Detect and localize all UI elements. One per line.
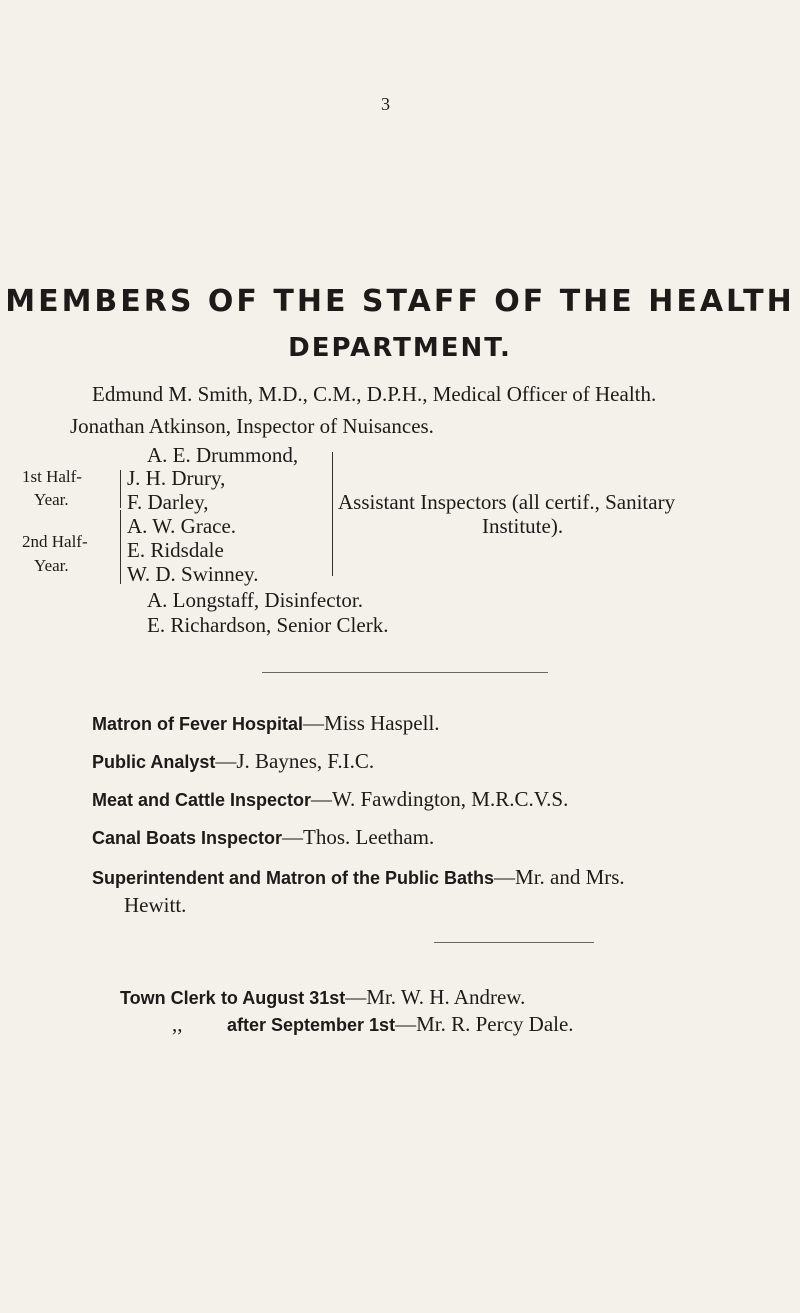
officer-line bbox=[92, 749, 374, 774]
town-clerk-name: —Mr. R. Percy Dale. bbox=[395, 1012, 574, 1036]
disinfector-line: A. Longstaff, Disinfector. bbox=[147, 588, 363, 612]
second-half-brace bbox=[120, 510, 121, 584]
assistant-name: J. H. Drury, bbox=[127, 466, 226, 490]
town-clerk-period: after September 1st bbox=[227, 1015, 396, 1035]
section-divider bbox=[434, 942, 594, 943]
assistant-name: W. D. Swinney. bbox=[127, 562, 259, 586]
assistant-note: Assistant Inspectors (all certif., Sanitary bbox=[338, 490, 676, 514]
assistant-note-cont: Institute). bbox=[482, 514, 564, 538]
inspector-line: Jonathan Atkinson, Inspector of Nuisances. bbox=[70, 414, 434, 438]
officer-line bbox=[92, 825, 434, 850]
second-half-label: 2nd Half- bbox=[22, 532, 88, 551]
town-clerk-line bbox=[172, 1012, 574, 1037]
assistant-name: F. Darley, bbox=[127, 490, 209, 514]
assistants-brace bbox=[332, 452, 333, 576]
officer-line bbox=[92, 711, 440, 736]
officer-role: Public Analyst bbox=[92, 752, 216, 772]
section-divider bbox=[262, 672, 548, 673]
town-clerk-role: Town Clerk bbox=[120, 988, 216, 1008]
officer-name-cont: Hewitt. bbox=[124, 893, 187, 917]
officer-role: Superintendent and Matron of the Public Baths bbox=[92, 868, 495, 888]
town-clerk-line bbox=[120, 985, 525, 1010]
officer-name: —W. Fawdington, M.R.C.V.S. bbox=[311, 787, 569, 811]
ditto-mark: ,, bbox=[172, 1012, 183, 1036]
assistant-name: E. Ridsdale bbox=[127, 538, 224, 562]
officer-role: Meat and Cattle Inspector bbox=[92, 790, 312, 810]
page-title-line-1: MEMBERS OF THE STAFF OF THE HEALTH bbox=[5, 284, 795, 319]
clerk-line: E. Richardson, Senior Clerk. bbox=[147, 613, 389, 637]
first-half-label: 1st Half- bbox=[22, 467, 82, 486]
officer-line bbox=[92, 787, 568, 812]
page-number: 3 bbox=[381, 94, 390, 114]
page-title-line-2: DEPARTMENT. bbox=[288, 333, 512, 363]
town-clerk-name: —Mr. W. H. Andrew. bbox=[345, 985, 526, 1009]
officer-line bbox=[92, 865, 625, 890]
second-half-label-year: Year. bbox=[34, 556, 69, 575]
town-clerk-period: to August 31st bbox=[220, 988, 346, 1008]
officer-role: Canal Boats Inspector bbox=[92, 828, 283, 848]
assistant-name: A. W. Grace. bbox=[127, 514, 237, 538]
first-half-label-year: Year. bbox=[34, 490, 69, 509]
officer-name: —Mr. and Mrs. bbox=[494, 865, 625, 889]
first-half-brace bbox=[120, 470, 121, 508]
assistant-name: A. E. Drummond, bbox=[147, 443, 299, 467]
officer-role: Matron of Fever Hospital bbox=[92, 714, 304, 734]
officer-name: —Miss Haspell. bbox=[303, 711, 440, 735]
medical-officer-line: Edmund M. Smith, M.D., C.M., D.P.H., Medical Officer of Health. bbox=[92, 382, 657, 406]
officer-name: —J. Baynes, F.I.C. bbox=[215, 749, 375, 773]
officer-name: —Thos. Leetham. bbox=[282, 825, 435, 849]
